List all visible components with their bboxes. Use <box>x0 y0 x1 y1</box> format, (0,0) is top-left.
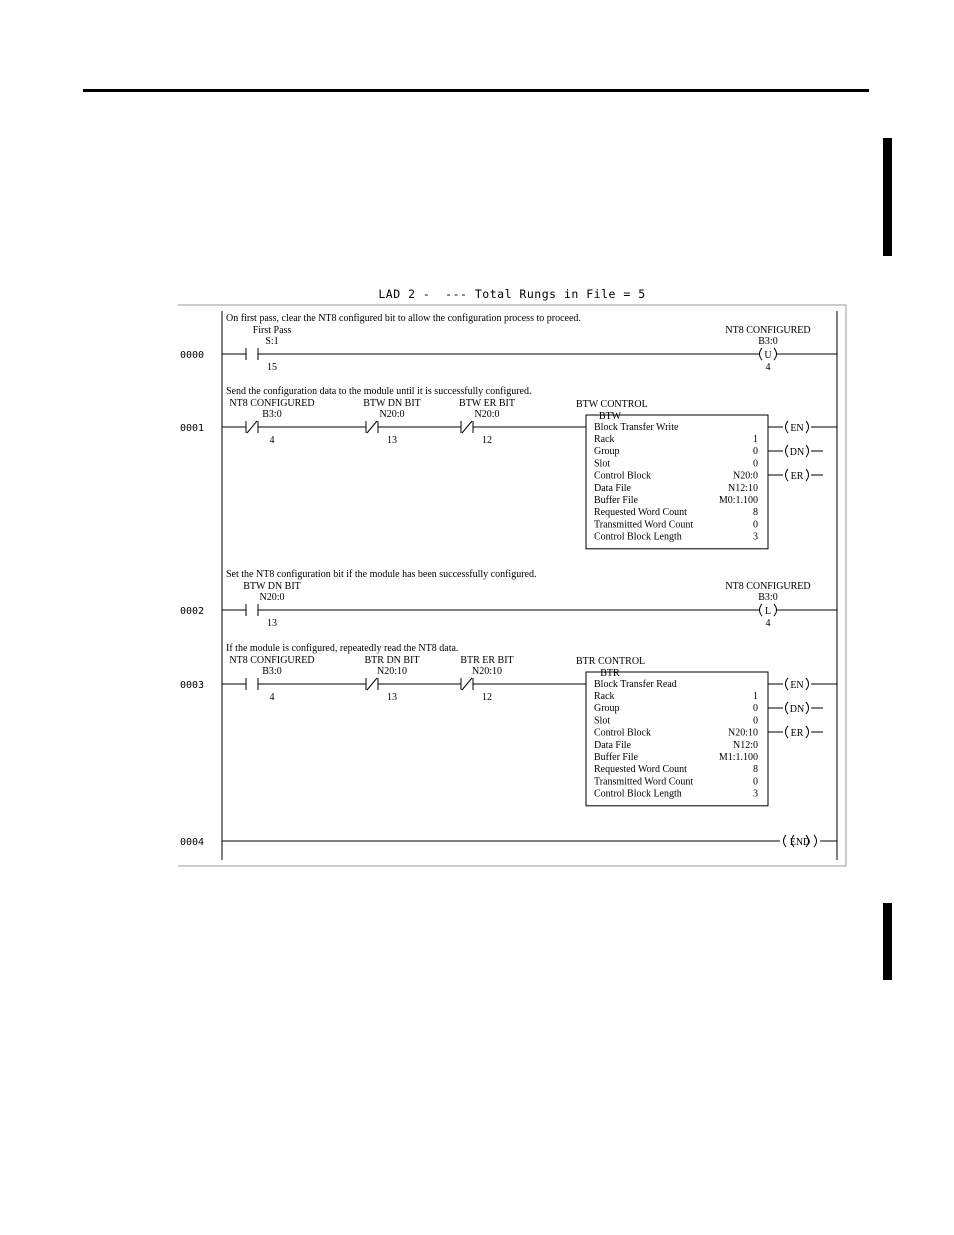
coil-label: NT8 CONFIGURED <box>725 581 811 592</box>
block-output-en: EN <box>790 680 804 691</box>
block-param-name: Rack <box>594 434 615 445</box>
block-param-name: Buffer File <box>594 495 638 506</box>
block-output-dn: DN <box>789 704 805 715</box>
block-param-value: M1:1.100 <box>718 752 758 763</box>
contact-bit: 12 <box>482 692 492 703</box>
block-param-name: Slot <box>594 715 611 727</box>
contact-bit: 4 <box>269 692 275 703</box>
block-param-value: 8 <box>753 507 758 519</box>
block-param-value: M0:1.100 <box>718 495 758 506</box>
contact-bit: 15 <box>267 362 277 373</box>
contact-label: BTW ER BIT <box>459 398 515 409</box>
block-param-value: 0 <box>753 703 758 715</box>
contact-address: B3:0 <box>262 409 282 420</box>
block-output-left-arc <box>786 678 789 690</box>
block-output-dn: DN <box>789 447 805 458</box>
block-param-value: N12:10 <box>728 482 758 494</box>
contact-normally-closed-slash <box>247 421 257 433</box>
block-param-name: Control Block Length <box>594 531 682 543</box>
block-param-name: Control Block <box>594 727 651 739</box>
end-instruction-label: END <box>789 837 811 848</box>
block-output-en: EN <box>790 423 804 434</box>
block-label: BTW CONTROL <box>576 399 648 410</box>
rung-number: 0003 <box>180 680 205 691</box>
output-coil-left-arc <box>760 348 763 360</box>
rung-comment: On first pass, clear the NT8 configured bit to allow the configuration process to proceed. <box>226 313 581 324</box>
contact-label: NT8 CONFIGURED <box>229 655 315 666</box>
block-title: Block Transfer Read <box>594 679 677 690</box>
contact-address: N20:0 <box>379 409 405 420</box>
block-param-value: N20:0 <box>733 470 758 482</box>
rung-comment: If the module is configured, repeatedly read the NT8 data. <box>226 643 459 654</box>
block-param-value: 0 <box>753 776 758 788</box>
rung-number: 0000 <box>180 350 205 361</box>
contact-address: S:1 <box>265 336 279 347</box>
block-param-value: 0 <box>753 458 758 470</box>
block-param-name: Group <box>594 446 620 458</box>
contact-label: NT8 CONFIGURED <box>229 398 315 409</box>
contact-normally-closed-slash <box>367 421 377 433</box>
block-mnemonic: BTW <box>598 411 622 422</box>
contact-bit: 13 <box>387 435 397 446</box>
contact-bit: 4 <box>269 435 275 446</box>
contact-address: B3:0 <box>262 666 282 677</box>
block-output-right-arc <box>806 445 809 457</box>
coil-bit: 4 <box>765 362 771 373</box>
block-output-right-arc <box>806 726 809 738</box>
block-param-value: N12:0 <box>733 739 758 751</box>
block-output-left-arc <box>786 469 789 481</box>
coil-address: B3:0 <box>758 336 778 347</box>
block-label: BTR CONTROL <box>576 656 646 667</box>
contact-address: N20:0 <box>259 592 285 603</box>
block-output-er: ER <box>790 728 804 739</box>
block-param-name: Control Block <box>594 470 651 482</box>
block-param-value: 3 <box>753 531 758 543</box>
contact-address: N20:0 <box>474 409 500 420</box>
block-param-value: N20:10 <box>728 727 758 739</box>
coil-address: B3:0 <box>758 592 778 603</box>
contact-address: N20:10 <box>377 666 407 677</box>
block-output-left-arc <box>786 421 789 433</box>
contact-address: N20:10 <box>472 666 502 677</box>
coil-bit: 4 <box>765 618 771 629</box>
block-output-left-arc <box>786 702 789 714</box>
block-output-right-arc <box>806 678 809 690</box>
block-param-name: Control Block Length <box>594 788 682 800</box>
block-output-right-arc <box>806 421 809 433</box>
output-coil-symbol: U <box>764 350 772 361</box>
contact-bit: 13 <box>267 618 277 629</box>
block-param-value: 0 <box>753 715 758 727</box>
contact-normally-closed-slash <box>462 421 472 433</box>
contact-bit: 12 <box>482 435 492 446</box>
ladder-window-title: LAD 2 - --- Total Rungs in File = 5 <box>378 287 646 301</box>
rung-comment: Set the NT8 configuration bit if the module has been successfully configured. <box>226 569 537 580</box>
end-left-bracket <box>784 835 787 847</box>
block-param-name: Requested Word Count <box>594 507 687 519</box>
block-output-left-arc <box>786 445 789 457</box>
output-coil-symbol: L <box>764 606 772 617</box>
block-output-er: ER <box>790 471 804 482</box>
block-output-right-arc <box>806 469 809 481</box>
contact-label: BTR ER BIT <box>460 655 514 666</box>
output-coil-right-arc <box>774 604 777 616</box>
block-param-name: Data File <box>594 482 631 494</box>
block-mnemonic: BTR <box>600 668 620 679</box>
contact-label: BTW DN BIT <box>243 581 301 592</box>
rung-number: 0001 <box>180 423 205 434</box>
block-output-right-arc <box>806 702 809 714</box>
contact-bit: 13 <box>387 692 397 703</box>
contact-label: BTR DN BIT <box>364 655 420 666</box>
block-param-value: 8 <box>753 764 758 776</box>
block-param-name: Group <box>594 703 620 715</box>
block-param-value: 0 <box>753 446 758 458</box>
block-param-value: 3 <box>753 788 758 800</box>
block-param-value: 1 <box>753 691 758 702</box>
block-param-name: Rack <box>594 691 615 702</box>
block-param-name: Data File <box>594 739 631 751</box>
contact-normally-closed-slash <box>462 678 472 690</box>
rung-comment: Send the configuration data to the module until it is successfully configured. <box>226 386 532 397</box>
block-param-name: Slot <box>594 458 611 470</box>
rung-number: 0002 <box>180 606 205 617</box>
block-output-left-arc <box>786 726 789 738</box>
output-coil-left-arc <box>760 604 763 616</box>
output-coil-right-arc <box>774 348 777 360</box>
block-param-name: Buffer File <box>594 752 638 763</box>
coil-label: NT8 CONFIGURED <box>725 325 811 336</box>
block-param-name: Requested Word Count <box>594 764 687 776</box>
contact-label: First Pass <box>252 325 292 336</box>
block-param-name: Transmitted Word Count <box>594 776 694 788</box>
block-param-name: Transmitted Word Count <box>594 519 694 531</box>
contact-normally-closed-slash <box>367 678 377 690</box>
contact-label: BTW DN BIT <box>363 398 421 409</box>
rung-number: 0004 <box>180 837 205 848</box>
block-param-value: 1 <box>753 434 758 445</box>
block-param-value: 0 <box>753 519 758 531</box>
block-title: Block Transfer Write <box>594 422 679 433</box>
end-right-bracket <box>814 835 817 847</box>
